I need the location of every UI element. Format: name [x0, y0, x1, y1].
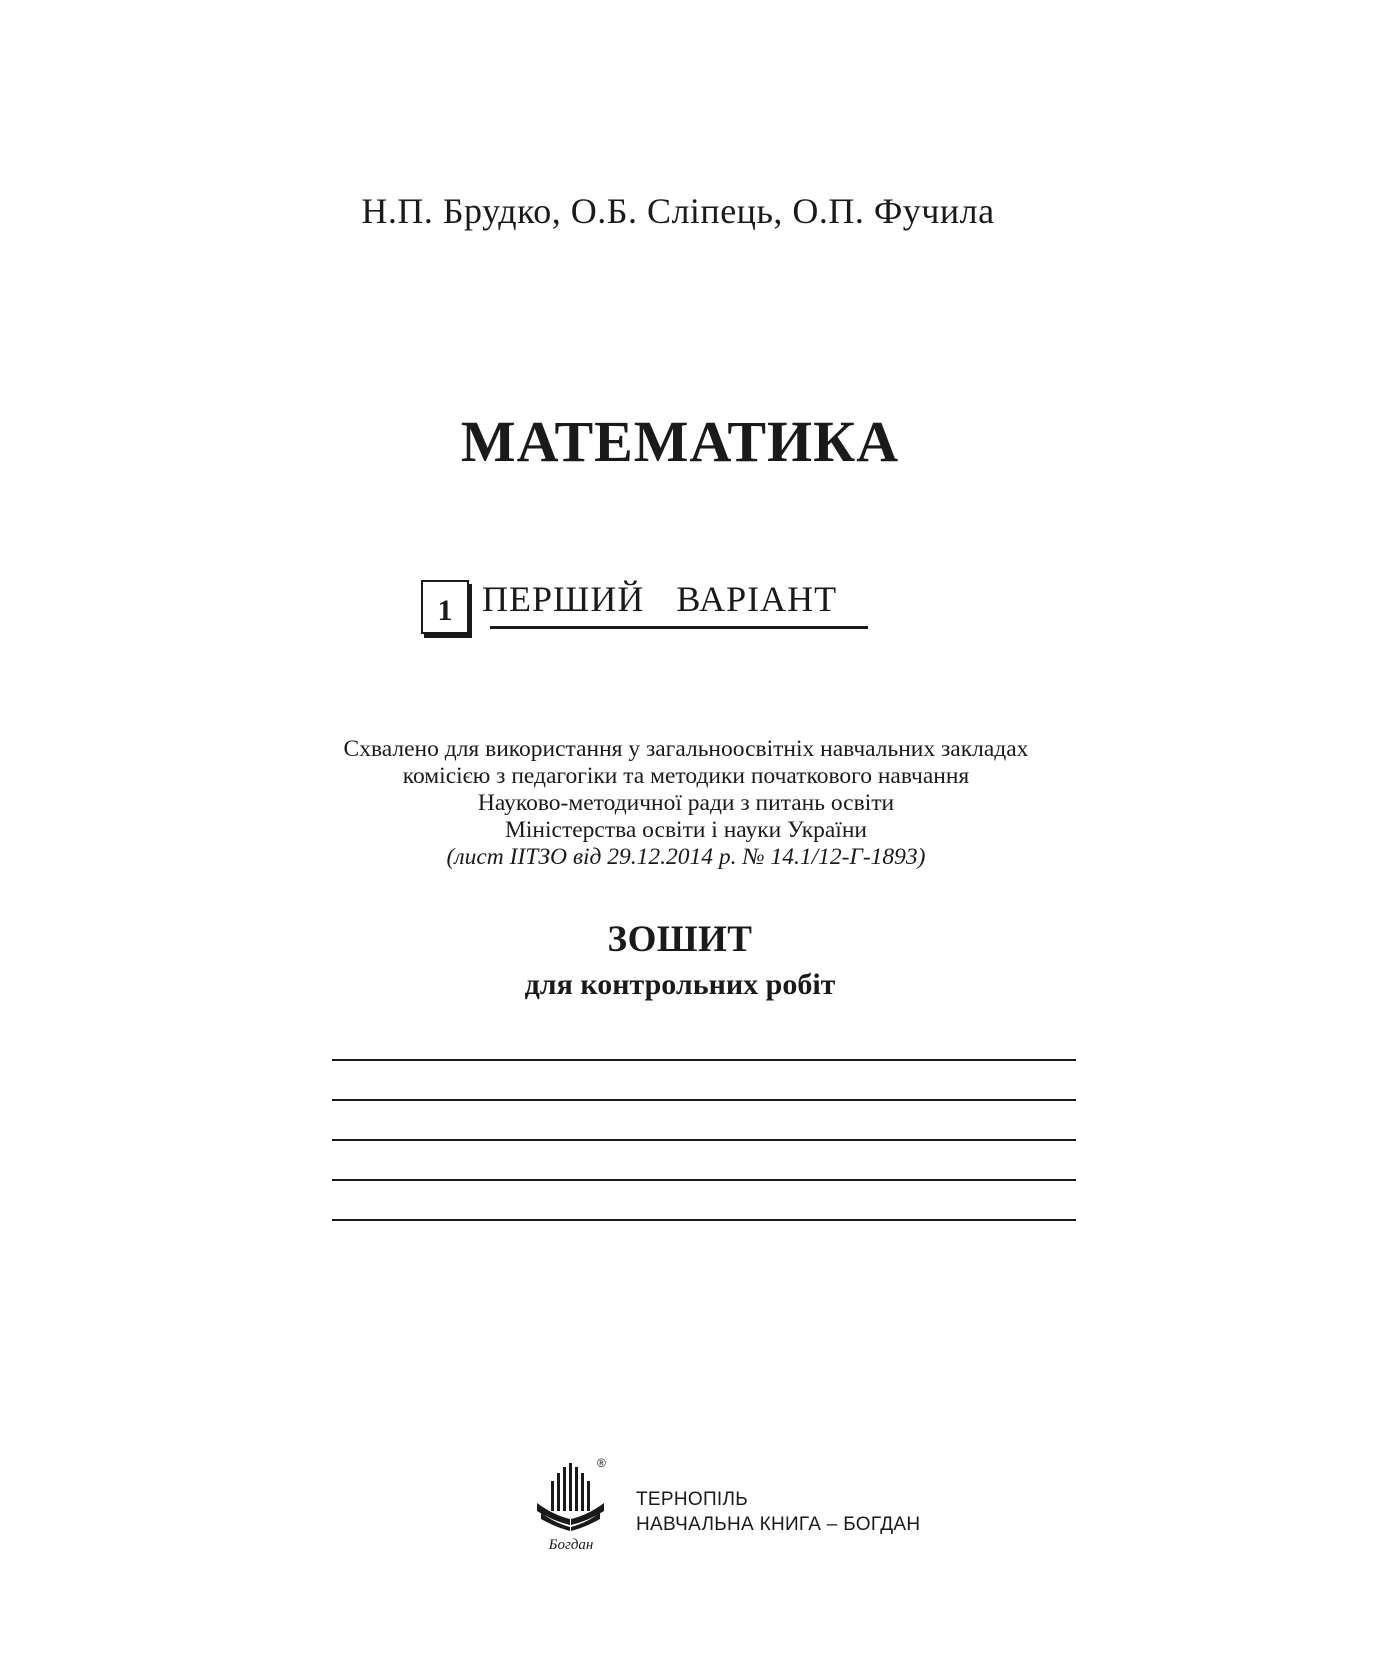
approval-line: Науково-методичної ради з питань освіти	[477, 790, 895, 816]
variant-label: ПЕРШИЙ ВАРІАНТ	[482, 579, 838, 619]
notebook-title: ЗОШИТ	[607, 919, 753, 960]
approval-line: Міністерства освіти і науки України	[504, 817, 867, 843]
name-write-lines	[332, 1059, 1076, 1259]
bohdan-logo-icon	[533, 1455, 613, 1553]
write-line	[332, 1139, 1076, 1141]
write-line	[332, 1179, 1076, 1181]
notebook-subtitle: для контрольних робіт	[524, 968, 836, 1001]
book-title: МАТЕМАТИКА	[460, 409, 900, 474]
approval-line: комісією з педагогіки та методики початкового навчання	[402, 763, 970, 789]
approval-line: Схвалено для використання у загальноосвітніх навчальних закладах	[343, 736, 1029, 762]
write-line	[332, 1059, 1076, 1061]
variant-underline	[490, 626, 868, 629]
variant-number-box	[421, 580, 469, 634]
publisher-name: НАВЧАЛЬНА КНИГА – БОГДАН	[636, 1514, 921, 1535]
registered-mark: ®	[597, 1456, 606, 1470]
logo-wordmark: Богдан	[548, 1537, 594, 1553]
approval-statement	[0, 736, 1378, 871]
write-line	[332, 1219, 1076, 1221]
variant-number: 1	[437, 594, 453, 627]
publisher-city: ТЕРНОПІЛЬ	[636, 1489, 749, 1510]
approval-letter-reference: (лист ІІТЗО від 29.12.2014 р. № 14.1/12-Г-1893)	[446, 844, 926, 870]
authors: Н.П. Брудко, О.Б. Сліпець, О.П. Фучила	[361, 191, 995, 231]
publisher-info	[636, 1487, 920, 1537]
write-line	[332, 1099, 1076, 1101]
